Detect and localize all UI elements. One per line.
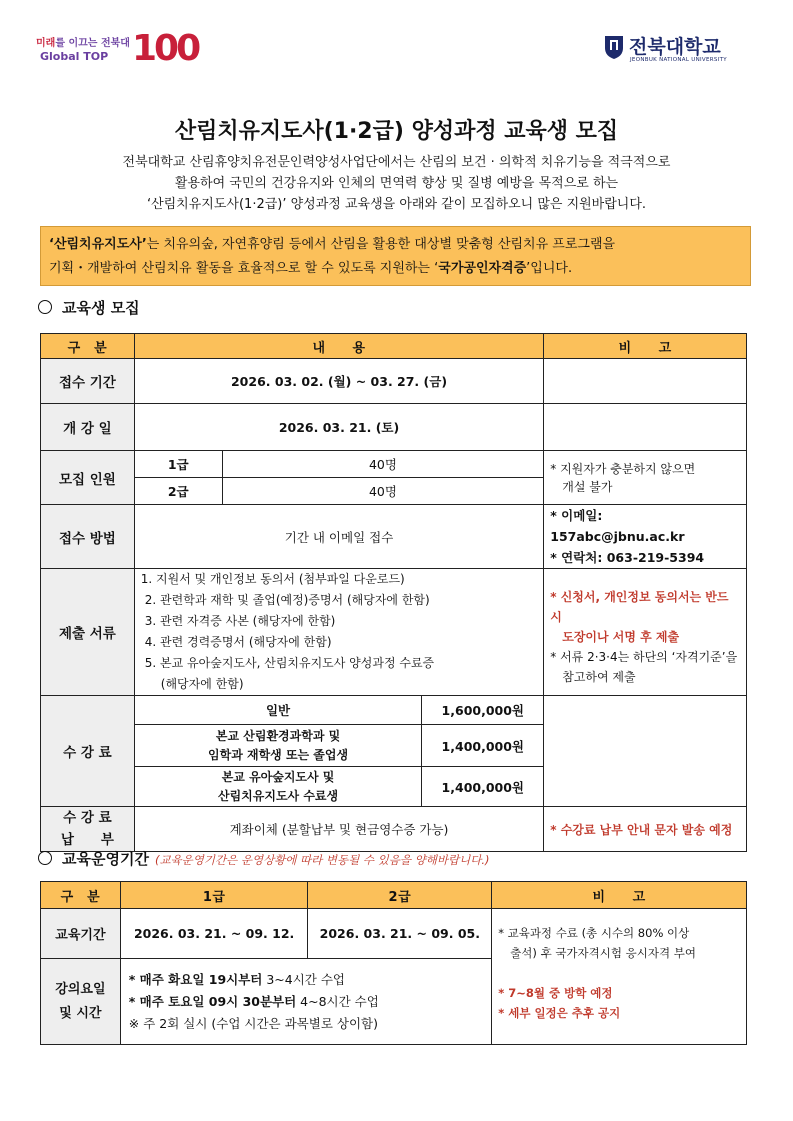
- note-recruit: [544, 451, 747, 505]
- logo-left-number: 100: [132, 28, 199, 69]
- note-detail-schedule: * 세부 일정은 추후 공지: [498, 1006, 621, 1020]
- education-period-grade2: 2026. 03. 21. ~ 09. 05.: [308, 909, 492, 959]
- document-item-2: 2. 관련학과 재학 및 졸업(예정)증명서 (해당자에 한함): [144, 593, 430, 607]
- notice-box: [40, 226, 751, 286]
- global-top-100-logo: [36, 28, 199, 70]
- section-schedule-note: (교육운영기간은 운영상황에 따라 변동될 수 있음을 양해바랍니다.): [154, 853, 490, 867]
- note-documents: [544, 569, 747, 696]
- document-item-3: 3. 관련 자격증 사본 (해당자에 한함): [144, 614, 336, 628]
- jbnu-logo-sub: JEONBUK NATIONAL UNIVERSITY: [630, 57, 727, 63]
- email-link[interactable]: 157abc@jbnu.ac.kr: [550, 529, 685, 544]
- section-schedule-title: [38, 848, 489, 869]
- label-class-schedule-1: 강의요일: [55, 981, 106, 997]
- note-documents-1: * 서류 2·3·4는 하단의 ‘자격기준’을: [550, 650, 738, 664]
- note-recruit-1: * 지원자가 충분하지 않으면: [550, 461, 696, 476]
- circle-bullet-icon: [38, 851, 52, 865]
- row-application-method: [41, 505, 747, 569]
- note-schedule-1: * 교육과정 수료 (총 시수의 80% 이상: [498, 926, 690, 940]
- row-recruit-grade1: [41, 451, 747, 478]
- label-payment-1: 수 강 료: [63, 810, 112, 826]
- note-payment: * 수강료 납부 안내 문자 발송 예정: [544, 807, 747, 852]
- schedule-line2-bold: * 매주 토요일 09시 30분부터: [128, 993, 297, 1009]
- note-schedule: [492, 909, 747, 1045]
- recruit-table-header: [41, 334, 747, 359]
- label-payment: [41, 807, 135, 852]
- label-class-schedule: [41, 959, 121, 1045]
- section-schedule-title-text: 교육운영기간: [62, 850, 149, 868]
- document-item-5: 5. 본교 유아숲지도사, 산림치유지도사 양성과정 수료증: [144, 656, 435, 670]
- intro-line-3: ‘산림치유지도사(1·2급)’ 양성과정 교육생을 아래와 같이 모집하오니 많은 지원바랍니다.: [146, 197, 647, 212]
- fee-type-general: 일반: [134, 696, 422, 725]
- header-note: 비 고: [544, 334, 747, 359]
- schedule-header-grade1: 1급: [120, 882, 308, 909]
- label-application-period: 접수 기간: [41, 359, 135, 404]
- fee-amount-forestry: 1,400,000원: [422, 725, 544, 767]
- logo-left-line2: Global TOP: [40, 50, 109, 63]
- notice-text-2: 기획・개발하여 산림치유 활동을 효율적으로 할 수 있도록 지원하는 ‘: [49, 261, 439, 276]
- notice-text-1: 는 치유의숲, 자연휴양림 등에서 산림을 활용한 대상별 맞춤형 산림치유 프로그램을: [146, 237, 616, 252]
- fee-amount-general: 1,600,000원: [422, 696, 544, 725]
- section-recruit-title: [38, 297, 140, 318]
- intro-line-1: 전북대학교 산림휴양치유전문인력양성사업단에서는 산림의 보건 · 의학적 치유기능을 적극적으로: [122, 155, 671, 170]
- phone-number: 063-219-5394: [606, 550, 705, 565]
- value-application-period: 2026. 03. 02. (월) ~ 03. 27. (금): [134, 359, 543, 404]
- section-recruit-title-text: 교육생 모집: [62, 299, 140, 317]
- label-payment-2: 납 부: [60, 832, 114, 848]
- schedule-header-category: 구 분: [41, 882, 121, 909]
- header-category: 구 분: [41, 334, 135, 359]
- intro-paragraph: [40, 152, 753, 215]
- value-payment: 계좌이체 (분할납부 및 현금영수증 가능): [134, 807, 543, 852]
- schedule-line2-normal: 4~8시간 수업: [296, 993, 379, 1009]
- class-schedule-detail: [120, 959, 491, 1045]
- documents-list: [134, 569, 543, 696]
- row-application-period: [41, 359, 747, 404]
- label-class-schedule-2: 및 시간: [59, 1005, 102, 1021]
- note-fee: [544, 696, 747, 807]
- jbnu-logo-name: 전북대학교: [629, 36, 721, 58]
- note-contact: [544, 505, 747, 569]
- schedule-header-grade2: 2급: [308, 882, 492, 909]
- label-documents: 제출 서류: [41, 569, 135, 696]
- label-fee: 수 강 료: [41, 696, 135, 807]
- document-item-1: 1. 지원서 및 개인정보 동의서 (첨부파일 다운로드): [140, 572, 405, 586]
- note-documents-red-2: 도장이나 서명 후 제출: [562, 630, 680, 644]
- fee-amount-alumni: 1,400,000원: [422, 767, 544, 807]
- label-opening-date: 개 강 일: [41, 404, 135, 451]
- row-opening-date: [41, 404, 747, 451]
- header-content: 내 용: [134, 334, 543, 359]
- value-application-method: 기간 내 이메일 접수: [134, 505, 543, 569]
- row-payment: [41, 807, 747, 852]
- label-recruit-count: 모집 인원: [41, 451, 135, 505]
- fee-type-forestry: [134, 725, 422, 767]
- note-documents-2: 참고하여 제출: [562, 670, 636, 684]
- note-opening-date: [544, 404, 747, 451]
- schedule-line1-normal: 3~4시간 수업: [262, 971, 346, 987]
- schedule-table: [40, 881, 747, 1045]
- email-label: * 이메일:: [550, 508, 603, 523]
- fee-type-forestry-1: 본교 산림환경과학과 및: [215, 728, 341, 743]
- note-schedule-2: 출석) 후 국가자격시험 응시자격 부여: [510, 946, 696, 960]
- circle-bullet-icon: [38, 300, 52, 314]
- value-opening-date: 2026. 03. 21. (토): [134, 404, 543, 451]
- schedule-header-note: 비 고: [492, 882, 747, 909]
- notice-term: ‘산림치유지도사’: [49, 237, 147, 252]
- row-documents: [41, 569, 747, 696]
- recruit-grade2: 2급: [134, 478, 222, 505]
- logo-left-line1-c: 전북대: [100, 38, 130, 49]
- intro-line-2: 활용하여 국민의 건강유지와 인체의 면역력 향상 및 질병 예방을 목적으로 하는: [174, 176, 619, 191]
- fee-type-alumni-1: 본교 유아숲지도사 및: [221, 769, 335, 784]
- fee-type-alumni: [134, 767, 422, 807]
- schedule-line3: ※ 주 2회 실시 (수업 시간은 과목별로 상이함): [128, 1015, 378, 1031]
- document-item-4: 4. 관련 경력증명서 (해당자에 한함): [144, 635, 332, 649]
- note-recruit-2: 개설 불가: [562, 479, 613, 494]
- row-education-period: [41, 909, 747, 959]
- recruit-grade1: 1급: [134, 451, 222, 478]
- logo-left-line1-a: 미래: [36, 38, 56, 49]
- university-emblem-icon: [603, 34, 625, 60]
- row-fee-general: [41, 696, 747, 725]
- logo-left-line1-b: 를 이끄는: [55, 38, 101, 49]
- schedule-line1-bold: * 매주 화요일 19시부터: [128, 971, 263, 987]
- education-period-grade1: 2026. 03. 21. ~ 09. 12.: [120, 909, 308, 959]
- recruit-table: [40, 333, 747, 852]
- notice-cert: 국가공인자격증: [438, 261, 527, 276]
- fee-type-alumni-2: 산림치유지도사 수료생: [218, 788, 339, 803]
- note-vacation: * 7~8월 중 방학 예정: [498, 986, 613, 1000]
- notice-text-3: ’입니다.: [526, 261, 573, 276]
- recruit-grade1-count: 40명: [222, 451, 544, 478]
- note-documents-red-1: * 신청서, 개인정보 동의서는 반드시: [550, 590, 729, 624]
- page-title: 산림치유지도사(1·2급) 양성과정 교육생 모집: [174, 119, 619, 144]
- label-education-period: 교육기간: [41, 909, 121, 959]
- fee-type-forestry-2: 임학과 재학생 또는 졸업생: [208, 747, 349, 762]
- phone-label: * 연락처:: [550, 550, 603, 565]
- label-application-method: 접수 방법: [41, 505, 135, 569]
- jbnu-logo: [603, 28, 753, 68]
- note-application-period: [544, 359, 747, 404]
- document-item-5-cont: (해당자에 한함): [160, 677, 244, 691]
- schedule-table-header: [41, 882, 747, 909]
- recruit-grade2-count: 40명: [222, 478, 544, 505]
